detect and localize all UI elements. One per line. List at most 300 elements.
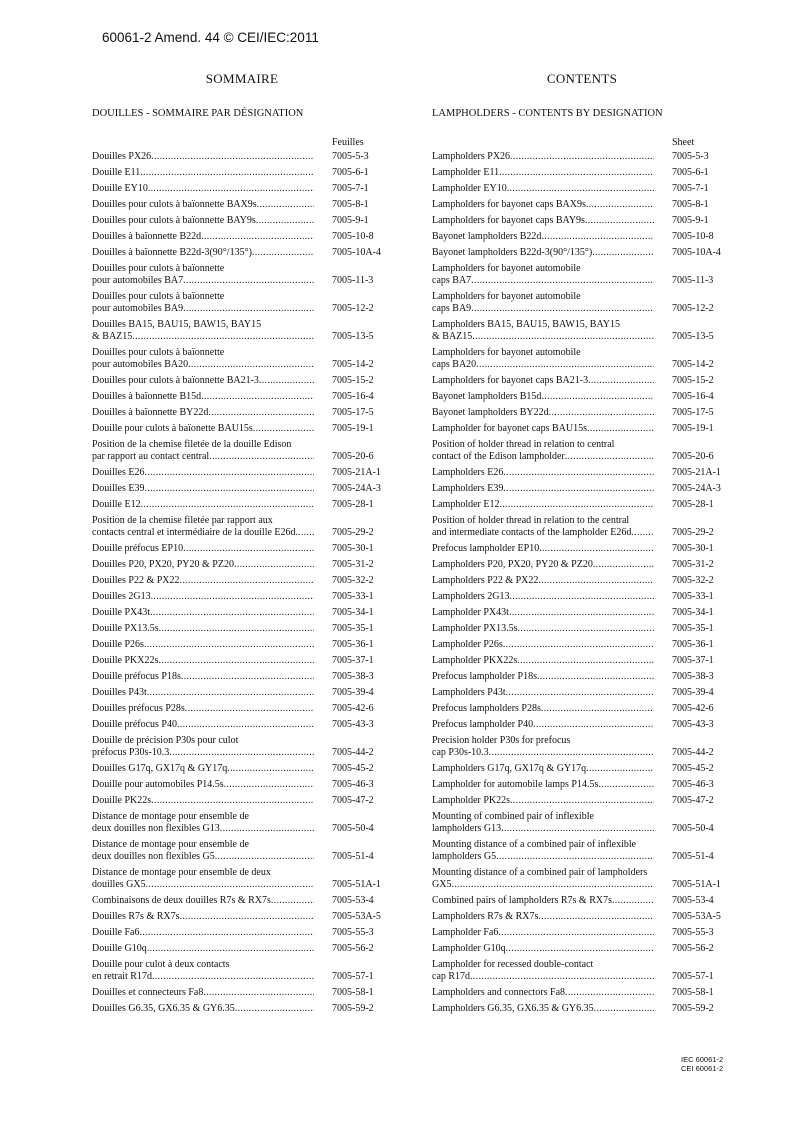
toc-entry-title-lastline [432,527,654,539]
toc-entry-title [432,639,654,651]
toc-entry [92,718,392,731]
toc-entry-title-lastline [92,607,314,619]
toc-entry [432,606,732,619]
toc-entry-title-line: Lampholder PX43t [432,607,509,618]
dot-leader [498,927,654,939]
toc-entry-title-line: Mounting of combined pair of inflexible [432,811,594,822]
toc-entry-sheet: 7005-9-1 [672,215,709,226]
toc-entry-sheet: 7005-10-8 [332,231,374,242]
toc-entry-title-lastline [432,331,654,343]
toc-entry-title-line: préfocus P30s-10.3 [92,747,170,758]
toc-entry-title-lastline [432,467,654,479]
french-subtitle: DOUILLES - SOMMAIRE PAR DÉSIGNATION [92,108,304,119]
toc-entry-title-lastline [432,779,654,791]
toc-entry-title [92,607,314,619]
toc-entry-title-line: Douilles G6.35, GX6.35 & GY6.35 [92,1003,235,1014]
toc-entry-title [92,151,314,163]
toc-entry-title-lastline [432,375,654,387]
toc-entry-title [432,987,654,999]
toc-entry-title [92,183,314,195]
dot-leader [549,407,654,419]
toc-entry-sheet: 7005-10A-4 [672,247,721,258]
dot-leader [209,451,314,463]
toc-entry-sheet: 7005-30-1 [332,543,374,554]
toc-entry-title [92,927,314,939]
toc-entry-title-line: Douille EY10 [92,183,148,194]
toc-entry [432,182,732,195]
toc-entry-title-lastline [92,795,314,807]
toc-entry-title-line: Lampholder PX13.5s [432,623,518,634]
toc-entry-title [432,167,654,179]
toc-entry-sheet: 7005-32-2 [332,575,374,586]
toc-entry-sheet: 7005-12-2 [672,303,714,314]
toc-entry [92,838,392,863]
toc-entry-title-lastline [432,199,654,211]
toc-entry-sheet: 7005-14-2 [672,359,714,370]
toc-entry [92,1002,392,1015]
toc-entry-title-line: Lampholder for recessed double-contact [432,959,594,970]
toc-entry-title-lastline [92,499,314,511]
dot-leader [541,703,654,715]
toc-entry [92,810,392,835]
toc-entry-title [432,247,654,259]
dot-leader [201,231,314,243]
toc-entry-title [432,867,654,891]
dot-leader [538,575,654,587]
toc-entry-title-lastline [432,795,654,807]
dot-leader [141,499,314,511]
toc-entry-sheet: 7005-14-2 [332,359,374,370]
toc-entry-title-lastline [432,215,654,227]
toc-entry [92,778,392,791]
toc-entry-title-lastline [92,879,314,891]
toc-entry-title [432,575,654,587]
toc-entry-title-line: Douille PX43t [92,607,151,618]
toc-entry-title-lastline [432,823,654,835]
toc-entry-title [92,795,314,807]
dot-leader [499,167,654,179]
toc-entry-title-line: Lampholders G6.35, GX6.35 & GY6.35 [432,1003,594,1014]
toc-entry-title [92,247,314,259]
dot-leader [594,1003,654,1015]
toc-entry-title-lastline [432,623,654,635]
dot-leader [499,499,654,511]
toc-entry-title-lastline [432,167,654,179]
toc-entry-title-lastline [432,639,654,651]
toc-entry-title-lastline [432,247,654,259]
toc-entry-sheet: 7005-20-6 [332,451,374,462]
toc-entry-title-line: & BAZ15 [92,331,133,342]
toc-entry-title [92,763,314,775]
dot-leader [146,879,314,891]
toc-entry-sheet: 7005-51-4 [672,851,714,862]
toc-entry-title-line: Lampholder for bayonet caps BAU15s [432,423,587,434]
toc-entry-sheet: 7005-28-1 [672,499,714,510]
toc-entry-title [432,559,654,571]
toc-entry [92,622,392,635]
dot-leader [496,851,654,863]
dot-leader [140,927,315,939]
toc-entry-sheet: 7005-39-4 [672,687,714,698]
toc-entry-title [92,943,314,955]
toc-entry [432,262,732,287]
toc-entry-title-lastline [432,407,654,419]
toc-entry-title-line: Lampholders R7s & RX7s [432,911,539,922]
toc-entry-title [92,291,314,315]
dot-leader [152,971,314,983]
dot-leader [503,639,654,651]
dot-leader [169,747,314,759]
toc-entry [92,590,392,603]
toc-entry-title [432,347,654,371]
dot-leader [565,987,654,999]
toc-entry-title-line: caps BA9 [432,303,472,314]
toc-entry-title-line: Douilles G17q, GX17q & GY17q [92,763,228,774]
toc-entry [432,670,732,683]
dot-leader [177,719,314,731]
toc-entry-title-lastline [92,483,314,495]
toc-entry-title-line: Lampholders G17q, GX17q & GY17q [432,763,587,774]
toc-entry-title [432,319,654,343]
toc-entry-title-lastline [92,359,314,371]
toc-entry [92,866,392,891]
toc-entry-sheet: 7005-7-1 [672,183,709,194]
toc-entry-title-lastline [432,879,654,891]
toc-entry [92,942,392,955]
toc-entry-title [432,895,654,907]
toc-entry-title-lastline [92,167,314,179]
dot-leader [593,559,654,571]
toc-entry-title-line: Distance de montage pour ensemble de [92,839,249,850]
toc-entry-title-line: Douilles E39 [92,483,145,494]
toc-entry-title-line: Lampholders for bayonet automobile [432,263,581,274]
toc-entry-title-lastline [92,943,314,955]
dot-leader [598,779,654,791]
dot-leader [518,623,654,635]
toc-entry-title [432,703,654,715]
toc-entry-sheet: 7005-24A-3 [672,483,721,494]
toc-entry [432,734,732,759]
toc-entry-title-lastline [92,623,314,635]
toc-entry-sheet: 7005-33-1 [672,591,714,602]
dot-leader [215,851,314,863]
dot-leader [253,423,314,435]
toc-entry-title-line: Lampholder Fa6 [432,927,499,938]
toc-entry-title-lastline [92,987,314,999]
toc-entry-title-lastline [92,183,314,195]
toc-entry-title-line: Douilles P43t [92,687,147,698]
dot-leader [145,467,315,479]
toc-entry-sheet: 7005-39-4 [332,687,374,698]
toc-entry-sheet: 7005-56-2 [672,943,714,954]
toc-entry-title-line: Douilles R7s & RX7s [92,911,180,922]
toc-entry-sheet: 7005-20-6 [672,451,714,462]
dot-leader [208,407,314,419]
toc-entry-sheet: 7005-13-5 [332,331,374,342]
toc-entry-title-lastline [432,747,654,759]
toc-entry-sheet: 7005-17-5 [672,407,714,418]
dot-leader [147,943,314,955]
dot-leader [451,879,654,891]
toc-entry [92,482,392,495]
toc-entry-title-line: Lampholder PK22s [432,795,511,806]
toc-entry-title-line: Douille pour culots à baïonette BAU15s [92,423,253,434]
dot-leader [151,591,314,603]
toc-entry-sheet: 7005-34-1 [672,607,714,618]
toc-entry-title-line: caps BA20 [432,359,477,370]
toc-entry-title [92,423,314,435]
toc-entry [432,214,732,227]
dot-leader [537,671,654,683]
toc-entry-title [92,591,314,603]
toc-entry [92,654,392,667]
toc-entry-title [432,1003,654,1015]
toc-entry-sheet: 7005-59-2 [332,1003,374,1014]
dot-leader [220,823,314,835]
toc-entry-title-line: Douille préfocus P18s [92,671,181,682]
toc-entry-sheet: 7005-33-1 [332,591,374,602]
english-title: CONTENTS [546,71,618,86]
toc-entry [432,374,732,387]
toc-entry-title-line: pour automobiles BA7 [92,275,184,286]
toc-entry-title-lastline [92,231,314,243]
toc-entry-title-line: Lampholders PX26 [432,151,511,162]
toc-entry-sheet: 7005-21A-1 [672,467,721,478]
footer-line-2: CEI 60061-2 [681,1064,724,1073]
toc-entry-sheet: 7005-42-6 [332,703,374,714]
toc-entry-title-line: caps BA7 [432,275,472,286]
dot-leader [148,183,314,195]
toc-entry-title [432,735,654,759]
toc-entry [432,346,732,371]
toc-entry-title-line: Douilles 2G13 [92,591,151,602]
toc-entry-title [432,199,654,211]
toc-entry-title [432,391,654,403]
toc-entry-sheet: 7005-11-3 [672,275,714,286]
toc-entry-title-lastline [92,719,314,731]
toc-entry-title [92,867,314,891]
toc-entry [92,762,392,775]
toc-entry-sheet: 7005-7-1 [332,183,369,194]
toc-entry-title-line: & BAZ15 [432,331,473,342]
toc-entry [92,910,392,923]
toc-entry-title-lastline [432,275,654,287]
english-entries [432,150,732,1018]
toc-entry-title-lastline [92,527,314,539]
dot-leader [506,687,654,699]
toc-entry [432,198,732,211]
toc-entry-sheet: 7005-37-1 [332,655,374,666]
toc-entry-title-line: Douilles pour culots à baïonnette [92,291,225,302]
toc-entry-title-line: Douille préfocus EP10 [92,543,184,554]
toc-entry-title [432,499,654,511]
toc-entry-sheet: 7005-51A-1 [672,879,721,890]
toc-entry-title-lastline [92,391,314,403]
toc-entry-sheet: 7005-30-1 [672,543,714,554]
toc-entry-sheet: 7005-10-8 [672,231,714,242]
toc-entry [432,1002,732,1015]
toc-entry-title-lastline [432,607,654,619]
toc-entry-title-lastline [92,467,314,479]
toc-entry-title [92,811,314,835]
toc-entry-title-line: Douilles à baïonnette B22d-3(90°/135°) [92,247,252,258]
dot-leader [234,559,314,571]
dot-leader [271,895,314,907]
toc-entry [432,622,732,635]
toc-entry [92,498,392,511]
dot-leader [470,971,654,983]
toc-entry-title-line: Precision holder P30s for prefocus [432,735,571,746]
toc-entry [432,166,732,179]
dot-leader [188,359,314,371]
toc-entry-title [92,575,314,587]
toc-entry [92,262,392,287]
dot-leader [471,275,654,287]
dot-leader [203,987,314,999]
toc-entry-title-line: Douille PX13.5s [92,623,159,634]
french-sheet-label: Feuilles [332,137,364,148]
toc-entry [432,926,732,939]
toc-entry [432,574,732,587]
dot-leader [227,763,314,775]
dot-leader [183,303,314,315]
toc-entry-title-lastline [92,559,314,571]
dot-leader [183,543,314,555]
toc-entry-title-lastline [92,423,314,435]
toc-entry [92,346,392,371]
toc-entry-sheet: 7005-59-2 [672,1003,714,1014]
toc-entry [432,514,732,539]
toc-entry-sheet: 7005-38-3 [332,671,374,682]
dot-leader [181,671,314,683]
toc-entry-title [92,623,314,635]
toc-entry-title-line: Position de la chemise filetée par rapport aux [92,515,273,526]
toc-entry-title [432,423,654,435]
toc-entry-sheet: 7005-19-1 [332,423,374,434]
toc-entry [92,926,392,939]
toc-entry-title-line: Douilles pour culots à baïonnette BAX9s [92,199,257,210]
toc-entry [92,466,392,479]
toc-entry-title [432,375,654,387]
dot-leader [158,655,314,667]
toc-entry-title-line: douilles GX5 [92,879,146,890]
toc-entry-title-line: Douilles préfocus P28s [92,703,185,714]
toc-entry-title-lastline [92,971,314,983]
toc-entry-sheet: 7005-58-1 [672,987,714,998]
toc-entry-title-line: Lampholders P43t [432,687,506,698]
toc-entry-title-line: Douille PKX22s [92,655,159,666]
dot-leader [257,199,314,211]
toc-entry-title-lastline [92,591,314,603]
toc-entry [432,438,732,463]
toc-entry [92,986,392,999]
toc-entry-sheet: 7005-43-3 [332,719,374,730]
toc-entry-title-line: Combined pairs of lampholders R7s & RX7s [432,895,612,906]
toc-entry-title-lastline [432,451,654,463]
toc-entry-title [92,467,314,479]
toc-entry-title-line: Distance de montage pour ensemble de deux [92,867,271,878]
toc-entry-title [92,407,314,419]
toc-entry-title [92,779,314,791]
toc-entry-title [92,483,314,495]
toc-entry-title [432,943,654,955]
dot-leader [631,527,654,539]
dot-leader [510,795,654,807]
toc-entry [92,198,392,211]
toc-entry [92,166,392,179]
toc-entry-sheet: 7005-55-3 [672,927,714,938]
toc-entry-title-line: Combinaisons de deux douilles R7s & RX7s [92,895,271,906]
toc-entry-title-lastline [92,779,314,791]
toc-entry [432,246,732,259]
toc-entry [432,230,732,243]
toc-entry-title-line: contact of the Edison lampholder [432,451,565,462]
toc-entry-title-lastline [92,247,314,259]
dot-leader [565,451,654,463]
dot-leader [517,655,654,667]
toc-entry [432,150,732,163]
toc-entry-title [432,543,654,555]
dot-leader [145,483,315,495]
dot-leader [140,167,314,179]
toc-entry [92,638,392,651]
toc-entry-title-lastline [92,655,314,667]
toc-entry [92,514,392,539]
toc-entry-title-line: Douilles E26 [92,467,145,478]
toc-entry-title-line: Position of holder thread in relation to central [432,439,615,450]
dot-leader [259,375,314,387]
toc-entry-title [92,499,314,511]
toc-entry-sheet: 7005-53A-5 [332,911,381,922]
toc-entry-title-lastline [432,987,654,999]
toc-entry [92,390,392,403]
toc-entry-title [432,655,654,667]
toc-entry-title-lastline [432,591,654,603]
toc-entry-sheet: 7005-15-2 [332,375,374,386]
toc-entry-title-line: Douille P26s [92,639,144,650]
dot-leader [147,687,314,699]
toc-entry-title-line: Prefocus lampholder P18s [432,671,537,682]
toc-entry-title-line: Douille préfocus P40 [92,719,177,730]
toc-entry [432,838,732,863]
toc-entry [432,986,732,999]
toc-entry-title [92,231,314,243]
toc-entry-title-line: Douilles à baïonnette BY22d [92,407,209,418]
toc-entry-title-lastline [92,303,314,315]
toc-entry-title-line: GX5 [432,879,452,890]
toc-entry-title-line: Douilles à baïonnette B15d [92,391,202,402]
toc-entry-title [92,263,314,287]
toc-entry-sheet: 7005-51-4 [332,851,374,862]
toc-entry-title-line: pour automobiles BA9 [92,303,184,314]
toc-entry [92,686,392,699]
toc-entry-title-lastline [432,1003,654,1015]
toc-entry-title-lastline [92,763,314,775]
toc-entry-title-line: Mounting distance of a combined pair of inflexible [432,839,637,850]
toc-entry-sheet: 7005-38-3 [672,671,714,682]
toc-entry-title [432,483,654,495]
toc-entry-title-line: Douilles P20, PX20, PY20 & PZ20 [92,559,234,570]
dot-leader [185,703,314,715]
toc-entry-title-line: Douille pour automobiles P14.5s [92,779,224,790]
toc-entry-title-lastline [432,231,654,243]
toc-entry [92,606,392,619]
toc-entry-title [432,671,654,683]
toc-entry [432,686,732,699]
toc-entry [92,422,392,435]
toc-entry-title [92,639,314,651]
dot-leader [509,607,654,619]
